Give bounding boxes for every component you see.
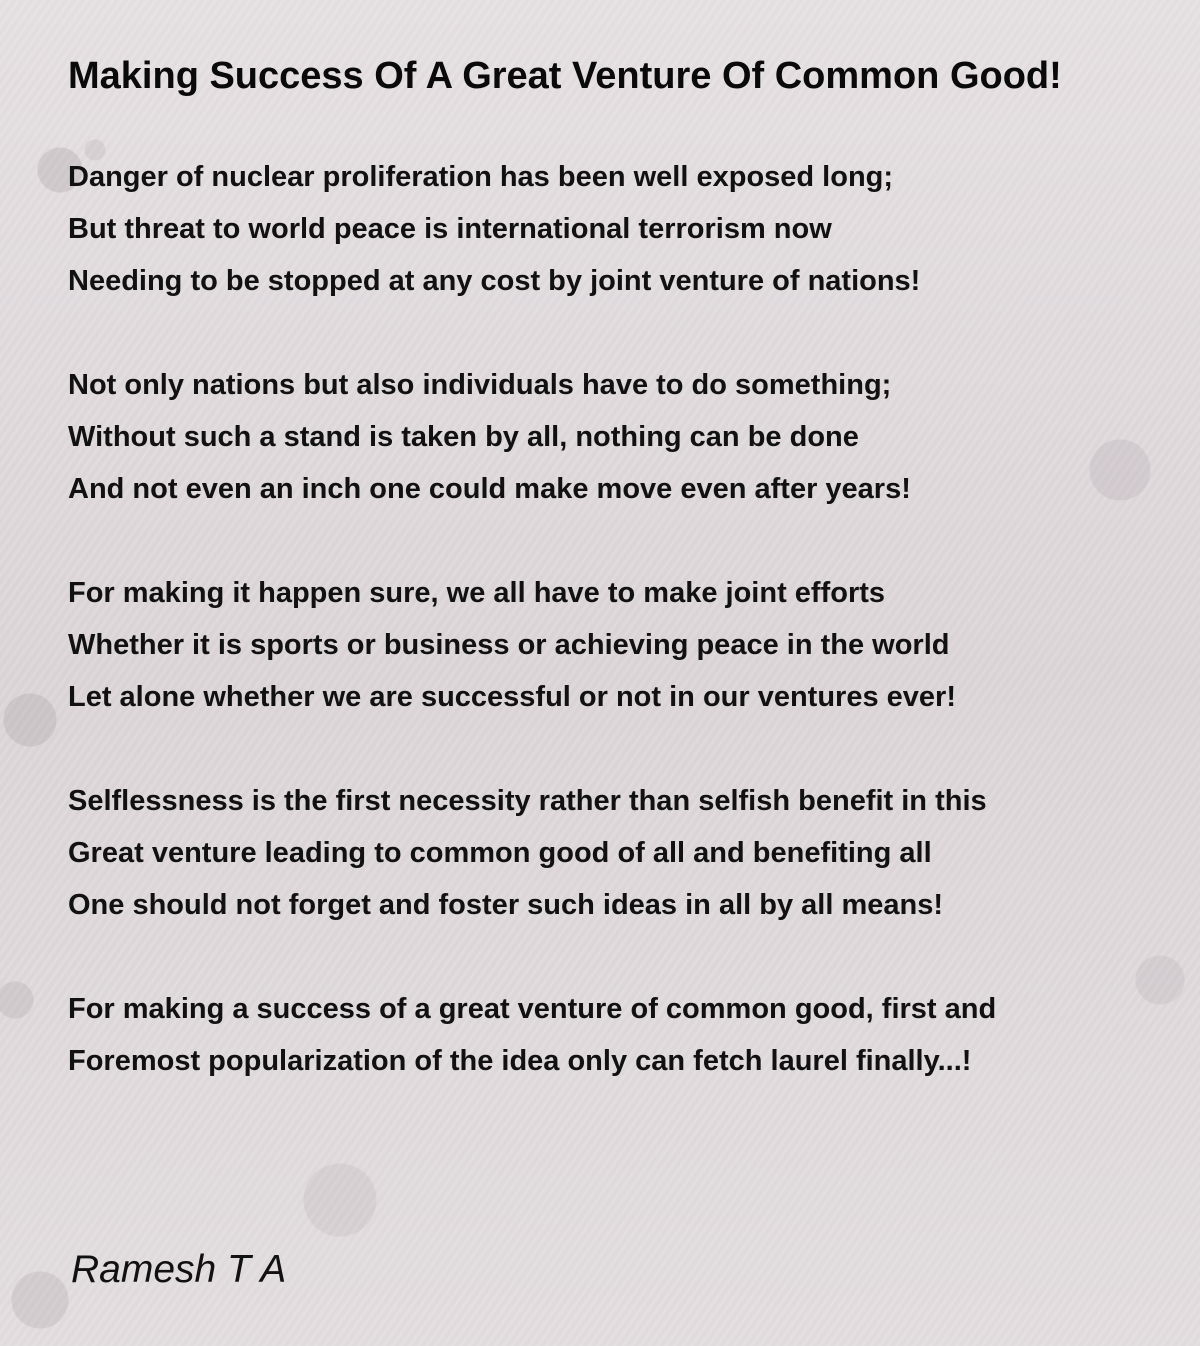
verse-line: Danger of nuclear proliferation has been well exposed long;	[68, 161, 894, 193]
stanza	[68, 567, 1168, 723]
verse-line: For making a success of a great venture of common good, first and	[68, 993, 997, 1025]
poem-title: Making Success Of A Great Venture Of Common Good!	[68, 55, 1062, 97]
verse-line: Whether it is sports or business or achieving peace in the world	[68, 629, 950, 661]
poem-author: Ramesh T A	[71, 1248, 287, 1291]
verse-line: One should not forget and foster such ideas in all by all means!	[68, 889, 943, 921]
verse-line: Not only nations but also individuals have to do something;	[68, 369, 892, 401]
verse-line: Let alone whether we are successful or not in our ventures ever!	[68, 681, 956, 713]
poem-body	[68, 151, 1168, 1087]
stanza	[68, 983, 1168, 1087]
verse-line: Selflessness is the first necessity rather than selfish benefit in this	[68, 785, 987, 817]
verse-line: And not even an inch one could make move even after years!	[68, 473, 911, 505]
verse-line: For making it happen sure, we all have to make joint efforts	[68, 577, 886, 609]
verse-line: Needing to be stopped at any cost by joint venture of nations!	[68, 265, 921, 297]
stanza	[68, 359, 1168, 515]
verse-line: Without such a stand is taken by all, nothing can be done	[68, 421, 859, 453]
verse-line: But threat to world peace is international terrorism now	[68, 213, 832, 245]
verse-line: Great venture leading to common good of all and benefiting all	[68, 837, 932, 869]
verse-line: Foremost popularization of the idea only can fetch laurel finally...!	[68, 1045, 972, 1077]
poem-card	[68, 0, 1168, 1139]
stanza	[68, 151, 1168, 307]
stanza	[68, 775, 1168, 931]
